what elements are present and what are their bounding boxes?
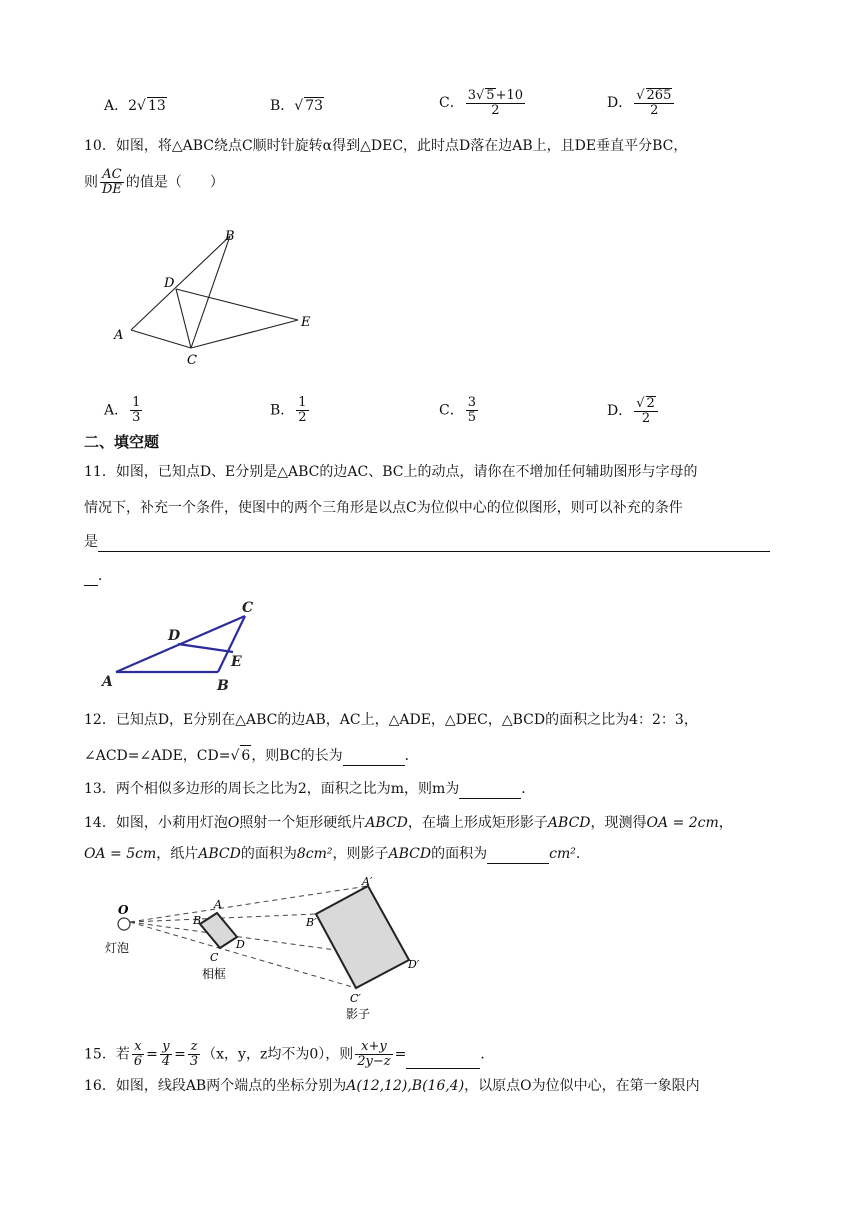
q10-question: 则 $\frac{AC}{DE}$ 的值是（ ）: [84, 167, 224, 197]
q12-line2: ∠ACD=∠ADE，CD=√ 6，则BC的长为 ．: [84, 745, 419, 766]
q16-text: 16．如图，线段AB两个端点的坐标分别为A(12,12),B(16,4)，以原点O为位似中心，在第一象限内: [84, 1078, 700, 1094]
q11-figure: [100, 596, 270, 696]
label-shadow: 影子: [346, 1007, 371, 1021]
label-d: D: [168, 628, 181, 644]
label-b: B: [225, 229, 235, 244]
lightbulb-icon: [118, 918, 130, 930]
q11-answer-blank[interactable]: [98, 535, 770, 552]
label-bulb: 灯泡: [105, 941, 130, 955]
q11-line2: 情况下，补充一个条件，使图中的两个三角形是以点C为位似中心的位似图形，则可以补充的条件: [84, 500, 683, 516]
q10-option-b[interactable]: B． $\frac{1}{2}$: [270, 395, 307, 425]
section-title: 二、填空题: [84, 433, 160, 451]
q9-option-d[interactable]: D． $\frac{√ 265}{2}$: [607, 88, 676, 118]
q13-answer-blank[interactable]: [459, 782, 521, 799]
q15-answer-blank[interactable]: [406, 1052, 480, 1069]
label-d-prime: D′: [408, 958, 420, 971]
label-d: D: [236, 938, 245, 951]
label-b-prime: B′: [306, 916, 317, 929]
q12-answer-blank[interactable]: [343, 749, 405, 766]
label-d: D: [164, 276, 175, 291]
label-e: E: [231, 654, 242, 670]
label-o: O: [118, 903, 129, 917]
q15-text: 15．若 $\frac{x}{6}$ = $\frac{y}{4}$ = $\frac{z}{3}$ （x，y，z均不为0），则 $\frac{x+y}{2y-z}$ = ．: [84, 1039, 495, 1069]
q11-answer-blank-cont[interactable]: [84, 569, 98, 586]
q10-figure: [110, 225, 330, 370]
q10-option-a[interactable]: A． $\frac{1}{3}$: [104, 395, 141, 425]
label-c: C: [187, 353, 197, 368]
q10-text: 10．如图，将△ABC绕点C顺时针旋转α得到△DEC，此时点D落在边AB上，且DE垂直平分BC，: [84, 138, 688, 154]
q14-answer-blank[interactable]: [487, 847, 549, 864]
label-frame: 相框: [202, 967, 227, 981]
q10-option-d[interactable]: D． $\frac{√ 2}{2}$: [607, 396, 660, 426]
q12-line1: 12．已知点D，E分别在△ABC的边AB，AC上，△ADE，△DEC，△BCD的面积之比为4：2：3，: [84, 712, 698, 728]
q9-option-a[interactable]: A．2√ 13: [104, 98, 166, 114]
q11-line3: 是: [84, 532, 770, 552]
q14-figure: [100, 874, 440, 1024]
label-c: C: [242, 600, 254, 616]
label-a: A: [114, 328, 124, 343]
q13-text: 13．两个相似多边形的周长之比为2，面积之比为m，则m为 ．: [84, 781, 536, 797]
q9-option-b[interactable]: B．√ 73: [270, 98, 324, 114]
label-b: B: [193, 914, 202, 927]
q9-option-c[interactable]: C． $\frac{3√ 5+10}{2}$: [439, 88, 524, 118]
q14-line1: 14．如图，小莉用灯泡O照射一个矩形硬纸片ABCD，在墙上形成矩形影子ABCD，现测得OA = 2cm，: [84, 815, 733, 831]
label-e: E: [301, 315, 311, 330]
label-a-prime: A′: [362, 875, 373, 888]
q14-line2: OA = 5cm，纸片ABCD的面积为8cm²，则影子ABCD的面积为 cm².: [84, 846, 581, 862]
label-a: A: [214, 898, 222, 911]
q11-line1: 11．如图，已知点D、E分别是△ABC的边AC、BC上的动点，请你在不增加任何辅助图形与字母的: [84, 464, 698, 480]
q10-option-c[interactable]: C． $\frac{3}{5}$: [439, 395, 476, 425]
label-b: B: [217, 678, 229, 694]
label-a: A: [102, 674, 113, 690]
label-c-prime: C′: [350, 992, 361, 1005]
label-c: C: [210, 951, 219, 964]
q11-line4: ．: [84, 566, 112, 586]
